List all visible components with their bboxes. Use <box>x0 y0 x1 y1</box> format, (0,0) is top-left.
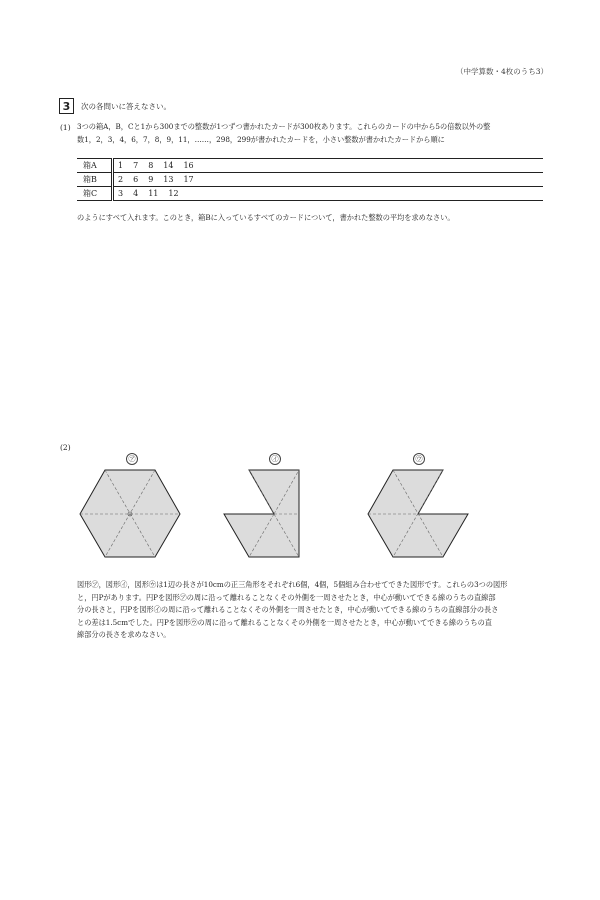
part2-text-line: 図形㋐，図形㋑，図形㋒は1辺の長さが10cmの正三角形をそれぞれ6個，4個，5個組み合わせてできた図形です。これらの3つの図形 <box>77 580 508 589</box>
box-name: 箱C <box>77 187 113 201</box>
figure-u-label: ㋒ <box>413 453 425 465</box>
part1-label: (1) <box>60 123 71 132</box>
figure-u-shape <box>368 470 468 557</box>
box-name: 箱A <box>77 159 113 173</box>
figure-a-label: ㋐ <box>126 453 138 465</box>
card-value: 1 <box>118 161 124 170</box>
card-value: 12 <box>168 189 179 198</box>
figure-i-shape <box>224 470 299 557</box>
card-value: 2 <box>118 175 124 184</box>
figure-i-label: ㋑ <box>269 453 281 465</box>
card-value: 4 <box>133 189 139 198</box>
part2-text-line: と，円Pがあります。円Pを図形㋐の周に沿って離れることなくその外側を一周させたとき，中心が動いてできる線のうちの直線部 <box>77 592 496 602</box>
part1-after-line: のようにすべて入れます。このとき，箱Bに入っているすべてのカードについて，書かれた整数の平均を求めなさい。 <box>77 213 455 222</box>
question-instruction: 次の各問いに答えなさい。 <box>81 101 171 111</box>
card-value: 6 <box>133 175 139 184</box>
card-value: 7 <box>133 161 139 170</box>
card-value: 3 <box>118 189 124 198</box>
card-value: 8 <box>148 161 154 170</box>
part2-text-line: との差は1.5cmでした。円Pを図形㋒の周に沿って離れることなくその外側を一周させたとき，中心が動いてできる線のうちの直 <box>77 617 492 627</box>
part2-text <box>77 579 507 642</box>
figure-a-hexagon <box>80 470 180 557</box>
part1-text-line: 3つの箱A，B，Cと1から300までの整数が1つずつ書かれたカードが300枚あります。これらのカードの中から5の倍数以外の整 <box>77 122 491 131</box>
page-info: （中学算数・4枚のうち3） <box>455 67 548 76</box>
card-value: 9 <box>148 175 154 184</box>
part2-text-line: 分の長さと，円Pを図形㋑の周に沿って離れることなくその外側を一周させたとき，中心が動いてできる線のうちの直線部分の長さ <box>77 605 499 614</box>
card-value: 16 <box>183 161 194 170</box>
card-value: 13 <box>163 175 174 184</box>
part2-text-line: 線部分の長さを求めなさい。 <box>77 630 171 639</box>
box-name: 箱B <box>77 173 113 187</box>
card-value: 14 <box>163 161 174 170</box>
card-value: 17 <box>183 175 194 184</box>
part2-label: (2) <box>60 443 71 452</box>
question-number: 3 <box>59 98 74 114</box>
part1-text-line: 数1，2，3，4，6，7，8，9，11，……，298，299が書かれたカードを，小さい整数が書かれたカードから順に <box>77 134 445 144</box>
card-value: 11 <box>148 189 159 198</box>
